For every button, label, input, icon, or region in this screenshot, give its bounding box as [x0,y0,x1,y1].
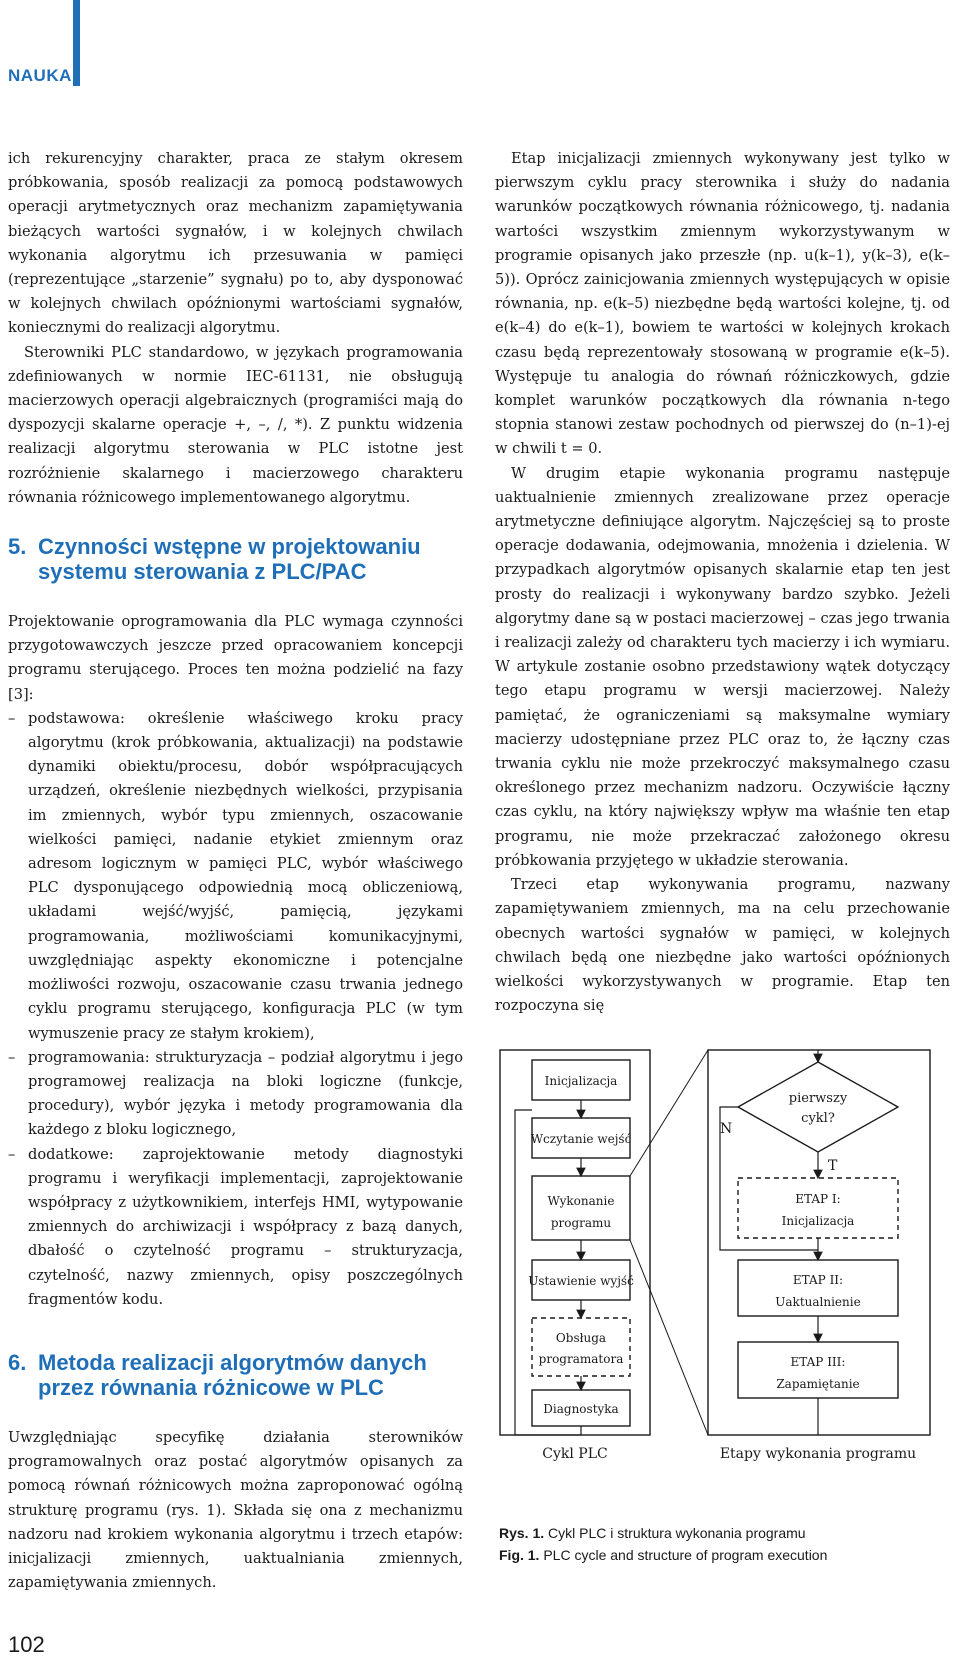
phase-list [8,707,463,1312]
heading-line: systemu sterowania z PLC/PAC [38,559,367,585]
service-label: programatora [538,1352,624,1366]
yes-label: T [828,1158,838,1174]
heading-line: Metoda realizacji algorytmów danych [38,1349,427,1375]
section-heading-5 [8,534,463,584]
stage-3-label: Zapamiętanie [776,1377,860,1391]
left-column [8,147,463,1595]
expand-line [630,1050,708,1176]
caption-number: Rys. 1. [499,1525,545,1541]
paragraph: W drugim etapie wykonania programu następuje uaktualnienie zmiennych zrealizowane przez operacje arytmetyczne definiujące algorytm. Najczęściej są to proste operacje dodawania, odejmowania, mnożenia i dzielenia. W przypadkach algorytmów opisanych skalarnie etap ten jest prosty do realizacji i wykonywany bardzo szybko. Jeżeli algorytmy dane są w postaci macierzowej – czas jego trwania i realizacji zależy od charakteru tych macierzy i ich wymiaru. W artykule zostanie osobno przedstawiony wątek dotyczący tego etapu programu w wersji macierzowej. Należy pamiętać, że ograniczeniami są maksymalne wymiary macierzy udostępniane przez PLC oraz to, że łączny czas trwania cyklu nie może przekroczyć maksymalnego czasu określonego przez mechanizm nadzoru. Oczywiście łączny czas cyklu, na który największy wpływ ma właśnie ten etap programu, nie może przekraczać założonego okresu próbkowania przyjętego w układzie sterowania. [495,464,950,869]
list-item: – programowania: strukturyzacja – podział algorytmu i jego programowej realizacja na bloki logiczne (funkcje, procedury), wybór języka i metody programowania dla każdego z bloku logicznego, [8,1046,463,1143]
caption-pl [499,1522,827,1544]
paragraph: Projektowanie oprogramowania dla PLC wymaga czynności przygotowawczych jeszcze przed opracowaniem koncepcji programu sterującego. Proces ten można podzielić na fazy [3]: [8,613,463,703]
figure-plc-cycle [480,1040,940,1560]
list-item: – dodatkowe: zaprojektowanie metody diagnostyki programu i weryfikacji implementacji, zaprojektowanie współpracy z użytkownikiem, interfejs HMI, wytypowanie zmiennych do archiwizacji i współpracy z bazą danych, dbałość o czytelność programu – strukturyzacja, czytelność, nazwy zmiennych, opisy poszczególnych fragmentów kodu. [8,1143,463,1312]
no-label: N [720,1121,733,1137]
stage-1-label: Inicjalizacja [781,1214,855,1228]
execute-label: programu [550,1216,612,1230]
page-number: 102 [8,1632,45,1657]
diagnostics-label: Diagnostyka [543,1402,619,1416]
first-cycle-decision [738,1062,898,1152]
paragraph: Uwzględniając specyfikę działania sterowników programowalnych oraz postać algorytmów opisanych za pomocą równań różnicowych można zaproponować ogólną strukturę programu (rys. 1). Składa się ona z mechanizmu nadzoru nad krokiem wykonania algorytmu i trzech etapów: inicjalizacji zmiennych, uaktualniania zmiennych, zapamiętywania zmiennych. [8,1428,463,1592]
heading-number: 5. [8,534,27,560]
heading-line: przez równania różnicowe w PLC [38,1374,384,1400]
paragraph: ich rekurencyjny charakter, praca ze stałym okresem próbkowania, sposób realizacji za pomocą podstawowych operacji arytmetycznych oraz mechanizm zapamiętywania bieżących wartości sygnałów, i w kolejnych chwilach wykonania algorytmu ich przesuwania w pamięci (reprezentujące „starzenie” sygnału) po to, aby dysponować w kolejnych chwilach opóźnionymi wartościami sygnałów, koniecznymi do realizacji algorytmu. [8,150,463,337]
cycle-caption: Cykl PLC [542,1446,608,1462]
stage-1-box [738,1178,898,1238]
execute-box [532,1176,630,1240]
stage-2-label: Uaktualnienie [775,1295,861,1309]
caption-number: Fig. 1. [499,1547,540,1563]
stage-3-label: ETAP III: [790,1355,846,1369]
figure-caption [499,1522,827,1566]
paragraph: Sterowniki PLC standardowo, w językach programowania zdefiniowanych w normie IEC-61131, nie obsługują macierzowych operacji algebraicznych (programiści mają do dyspozycji skalarne operacje +, –, /, *). Z punktu widzenia realizacji algorytmu sterowania w PLC istotne jest rozróżnienie skalarnego i macierzowego charakteru równania różnicowego implementowanego algorytmu. [8,343,463,506]
heading-line: Czynności wstępne w projektowaniu [38,534,421,560]
write-label: Ustawienie wyjść [528,1274,634,1288]
caption-text: PLC cycle and structure of program execution [543,1547,828,1563]
caption-en [499,1544,827,1566]
flowchart [480,1040,940,1560]
expand-line [630,1240,708,1435]
decision-label: cykl? [801,1111,835,1126]
stages-caption: Etapy wykonania programu [719,1446,917,1462]
stage-1-label: ETAP I: [795,1192,841,1206]
caption-text: Cykl PLC i struktura wykonania programu [548,1525,806,1541]
decision-label: pierwszy [788,1091,848,1106]
cycle-frame [500,1050,650,1435]
read-label: Wczytanie wejść [530,1132,632,1146]
init-label: Inicjalizacja [544,1074,618,1088]
right-column [495,147,950,1018]
list-item: – podstawowa: określenie właściwego kroku pracy algorytmu (krok próbkowania, aktualizacji) na podstawie dynamiki obiektu/procesu, dobór współpracujących urządzeń, określenie niezbędnych wielkości, przypisania im zmiennych, wybór typu zmiennych, oszacowanie wielkości pamięci, nadanie etykiet zmiennym oraz adresom logicznym w pamięci PLC, wybór właściwego PLC dysponującego odpowiednią mocą obliczeniową, układami wejść/wyjść, pamięcią, językami programowania, możliwościami komunikacyjnymi, uwzględniając aspekty ekonomiczne i potencjalne możliwości rozwoju, oszacowanie czasu trwania jednego cyklu programu sterującego, konfiguracja PLC (w tym wymuszenie pracy ze stałym krokiem), [8,707,463,1046]
execute-label: Wykonanie [547,1194,615,1208]
section-heading-6 [8,1350,463,1400]
paragraph: Trzeci etap wykonywania programu, nazwany zapamiętywaniem zmiennych, ma na celu przechowanie obecnych wartości sygnałów w pamięci, w kolejnych chwilach będą one niezbędne jako wartości opóźnionych wielkości wykorzystywanych w programie. Etap ten rozpoczyna się [495,876,950,1015]
header-accent-bar [73,0,80,86]
stage-2-label: ETAP II: [792,1273,844,1287]
service-box [532,1318,630,1376]
section-label: NAUKA [8,66,72,85]
service-label: Obsługa [555,1331,607,1345]
heading-number: 6. [8,1349,27,1375]
paragraph: Etap inicjalizacji zmiennych wykonywany jest tylko w pierwszym cyklu pracy sterownika i służy do nadania warunków początkowych równania różnicowego, tj. nadania wartości wszystkim zmiennym wykorzystywanym w programie opisanych jako przeszłe (np. u(k–1), y(k–3), e(k–5)). Oprócz zainicjowania zmiennych występujących w opisie równania, np. e(k–5) niezbędne będą wartości kolejne, tj. od e(k–4) do e(k–1), bowiem te wartości w kolejnych krokach czasu będą reprezentowały stosowaną w programie e(k–5). Występuje tu analogia do równań różniczkowych, gdzie komplet warunków początkowych dla równania n-tego stopnia stanowi zestaw pochodnych od pierwszej do (n–1)-ej w chwili t = 0. [495,150,950,458]
